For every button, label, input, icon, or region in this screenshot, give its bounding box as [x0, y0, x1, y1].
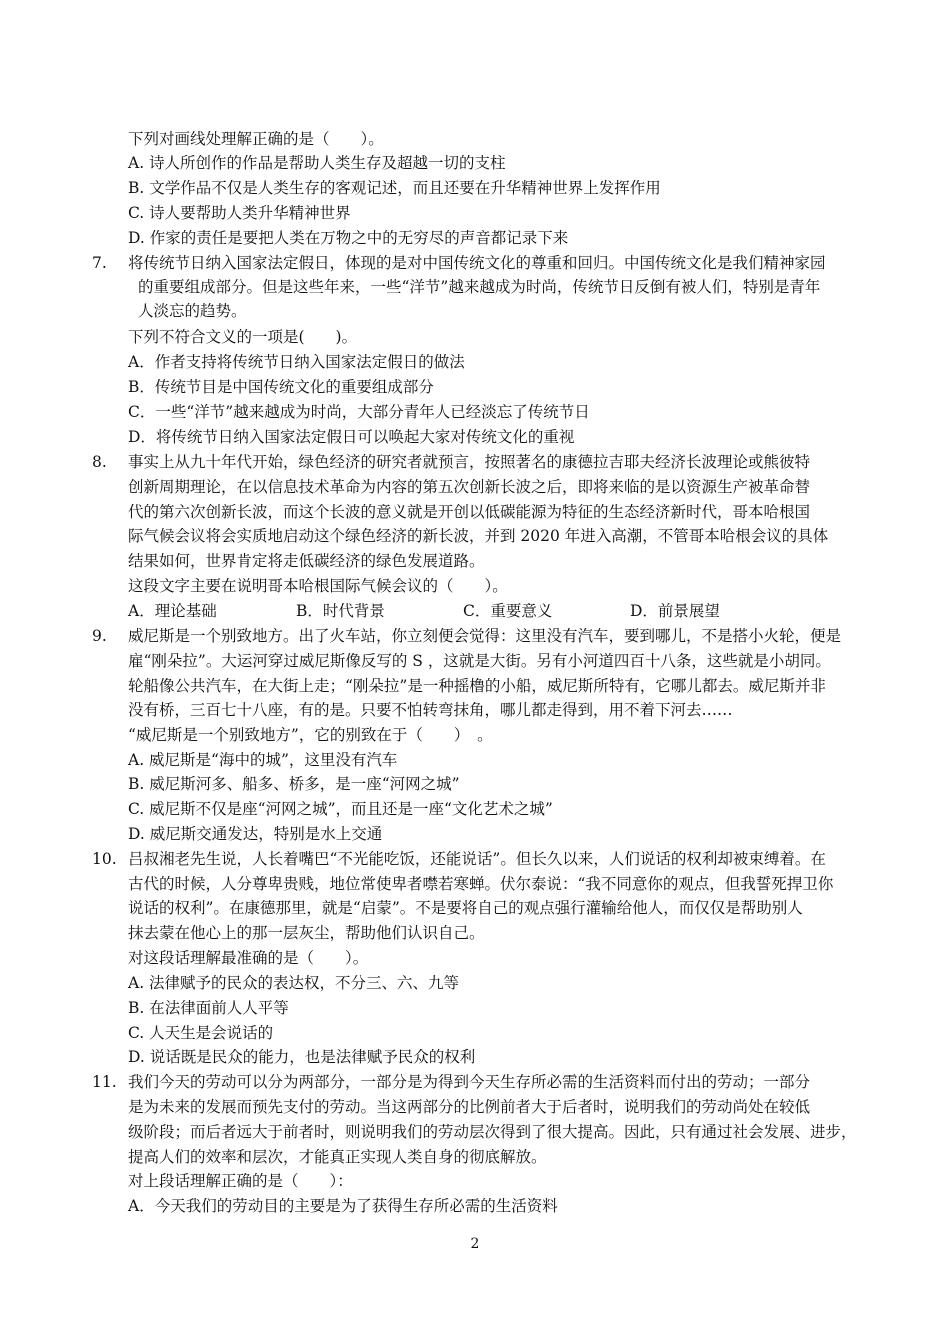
- q10-passage-line: 吕叔湘老先生说，人长着嘴巴“不光能吃饭，还能说话”。但长久以来，人们说话的权利却被束缚着。在: [128, 850, 826, 868]
- q10-option-d: D. 说话既是民众的能力，也是法律赋予民众的权利: [128, 1048, 476, 1066]
- q8-stem: 这段文字主要在说明哥本哈根国际气候会议的（ ）。: [128, 577, 508, 595]
- q10-passage-line: 古代的时候，人分尊卑贵贱，地位常使卑者噤若寒蝉。伏尔泰说：“我不同意你的观点，但我誓死捍卫你: [128, 875, 834, 893]
- q10-stem: 对这段话理解最准确的是（ ）。: [128, 949, 369, 967]
- q10-option-b: B. 在法律面前人人平等: [128, 999, 289, 1017]
- q6-option-d: D. 作家的责任是要把人类在万物之中的无穷尽的声音都记录下来: [128, 229, 569, 247]
- q9-stem: “威尼斯是一个别致地方”，它的别致在于（ ） 。: [128, 726, 493, 744]
- q8-passage-line: 事实上从九十年代开始，绿色经济的研究者就预言，按照著名的康德拉吉耶夫经济长波理论或熊彼特: [128, 453, 811, 471]
- q9-option-c: C. 威尼斯不仅是座“河网之城”，而且还是一座“文化艺术之城”: [128, 800, 553, 818]
- q8-option-b: B．时代背景: [296, 602, 385, 620]
- q8-passage-line: 代的第六次创新长波，而这个长波的意义就是开创以低碳能源为特征的生态经济新时代，哥本哈根国: [128, 503, 811, 521]
- q8-passage-line: 创新周期理论，在以信息技术革命为内容的第五次创新长波之后，即将来临的是以资源生产被革命替: [128, 478, 811, 496]
- q8-option-d: D．前景展望: [630, 602, 720, 620]
- q11-option-a: A．今天我们的劳动目的主要是为了获得生存所必需的生活资料: [128, 1197, 558, 1215]
- q6-option-c: C. 诗人要帮助人类升华精神世界: [128, 204, 351, 222]
- q8-option-a: A．理论基础: [128, 602, 217, 620]
- q7-number: 7.: [92, 254, 107, 272]
- q9-passage-line: 威尼斯是一个别致地方。出了火车站，你立刻便会觉得：这里没有汽车，要到哪儿，不是搭小火轮，便是: [128, 627, 842, 645]
- q11-number: 11.: [92, 1073, 117, 1091]
- q11-passage-line: 提高人们的效率和层次，才能真正实现人类自身的彻底解放。: [128, 1148, 547, 1166]
- q7-option-d: D．将传统节日纳入国家法定假日可以唤起大家对传统文化的重视: [128, 428, 575, 446]
- q6-option-a: A. 诗人所创作的作品是帮助人类生存及超越一切的支柱: [128, 154, 506, 172]
- q10-passage-line: 说话的权利”。在康德那里，就是“启蒙”。不是要将自己的观点强行灌输给他人，而仅仅是帮助别人: [128, 899, 803, 917]
- q7-passage-line: 人淡忘的趋势。: [138, 302, 247, 320]
- q6-stem: 下列对画线处理解正确的是（ ）。: [128, 130, 384, 148]
- q8-passage-line: 际气候会议将会实质地启动这个绿色经济的新长波，并到 2020 年进入高潮，不管哥本哈根会议的具体: [128, 527, 829, 545]
- q11-passage-line: 我们今天的劳动可以分为两部分，一部分是为得到今天生存所必需的生活资料而付出的劳动；一部分: [128, 1073, 811, 1091]
- q8-passage-line: 结果如何，世界肯定将走低碳经济的绿色发展道路。: [128, 552, 485, 570]
- q9-option-b: B. 威尼斯河多、船多、桥多，是一座“河网之城”: [128, 775, 460, 793]
- q7-stem: 下列不符合文义的一项是( )。: [128, 328, 358, 346]
- q10-option-c: C. 人天生是会说话的: [128, 1024, 274, 1042]
- q9-passage-line: 没有桥，三百七十八座，有的是。只要不怕转弯抹角，哪儿都走得到，用不着下河去……: [128, 701, 733, 719]
- q11-passage-line: 级阶段；而后者远大于前者时，则说明我们的劳动层次得到了很大提高。因此，只有通过社会发展、进步，: [128, 1123, 857, 1141]
- q8-number: 8.: [92, 453, 107, 471]
- q9-passage-line: 雇“刚朵拉”。大运河穿过威尼斯像反写的 S ，这就是大街。另有小河道四百十八条，这些就是小胡同。: [128, 652, 831, 670]
- q6-option-b: B. 文学作品不仅是人类生存的客观记述，而且还要在升华精神世界上发挥作用: [128, 179, 661, 197]
- q7-option-a: A．作者支持将传统节日纳入国家法定假日的做法: [128, 353, 465, 371]
- q7-passage-line: 将传统节日纳入国家法定假日，体现的是对中国传统文化的尊重和回归。中国传统文化是我们精神家园: [128, 254, 826, 272]
- q11-stem: 对上段话理解正确的是（ ）：: [128, 1172, 353, 1190]
- q9-option-d: D. 威尼斯交通发达，特别是水上交通: [128, 825, 383, 843]
- q7-option-c: C．一些“洋节”越来越成为时尚，大部分青年人已经淡忘了传统节日: [128, 403, 590, 421]
- q10-option-a: A. 法律赋予的民众的表达权，不分三、六、九等: [128, 974, 460, 992]
- q10-number: 10.: [92, 850, 117, 868]
- q9-option-a: A. 威尼斯是“海中的城”，这里没有汽车: [128, 751, 398, 769]
- page-number: 2: [470, 1236, 480, 1252]
- q9-passage-line: 轮船像公共汽车，在大街上走；“刚朵拉”是一种摇橹的小船，威尼斯所特有，它哪儿都去。威尼斯并非: [128, 677, 826, 695]
- q10-passage-line: 抹去蒙在他心上的那一层灰尘，帮助他们认识自己。: [128, 924, 485, 942]
- q7-passage-line: 的重要组成部分。但是这些年来，一些“洋节”越来越成为时尚，传统节日反倒有被人们，特别是青年: [138, 278, 821, 296]
- q7-option-b: B．传统节目是中国传统文化的重要组成部分: [128, 378, 434, 396]
- q8-option-c: C．重要意义: [463, 602, 553, 620]
- q9-number: 9.: [92, 627, 107, 645]
- q11-passage-line: 是为未来的发展而预先支付的劳动。当这两部分的比例前者大于后者时，说明我们的劳动尚处在较低: [128, 1098, 811, 1116]
